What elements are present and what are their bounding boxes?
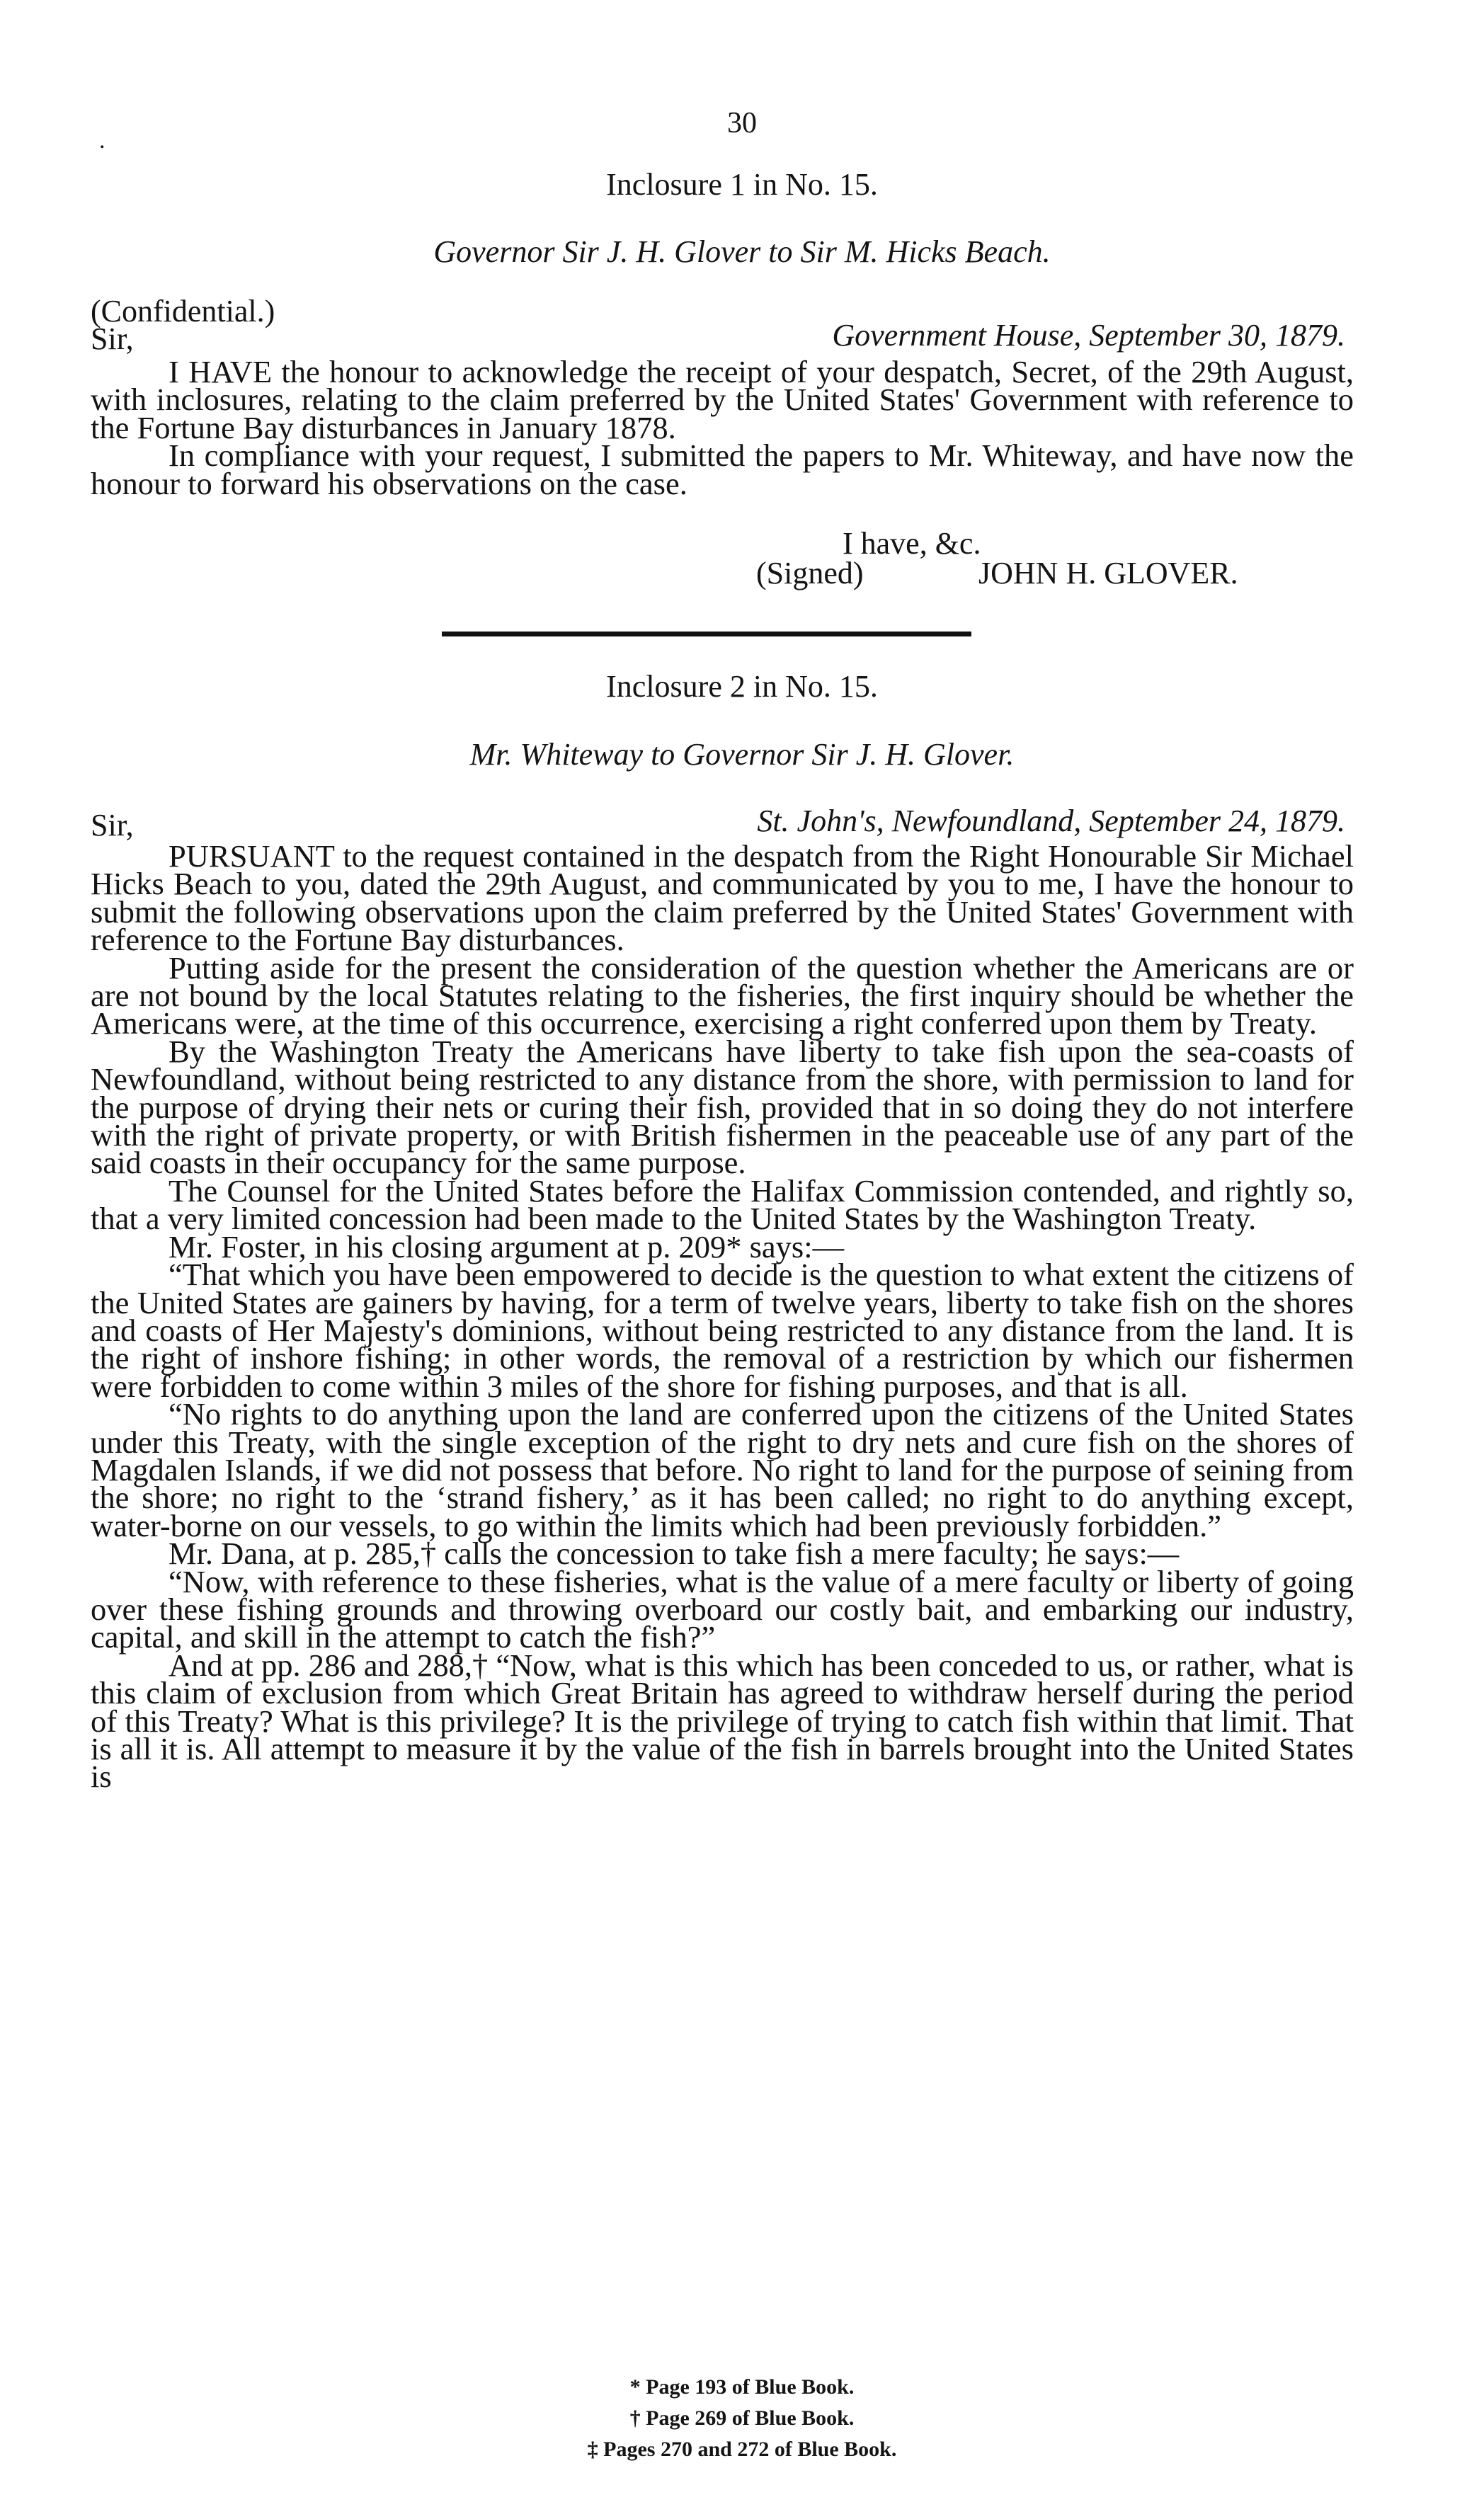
enclosure1-body bbox=[91, 354, 1354, 501]
footnote: † Page 269 of Blue Book. bbox=[629, 2406, 855, 2430]
signatory: JOHN H. GLOVER. bbox=[978, 556, 1238, 590]
enclosure2-subtitle: Mr. Whiteway to Governor Sir J. H. Glover. bbox=[469, 737, 1015, 772]
footnotes bbox=[0, 2372, 1484, 2465]
paragraph: I HAVE the honour to acknowledge the receipt of your despatch, Secret, of the 29th August, with inclosures, relating to the claim preferred by the United States' Government with reference to the Fortune Bay disturbances in January 1878. bbox=[91, 354, 1354, 445]
page-mark: . bbox=[99, 127, 105, 154]
paragraph: PURSUANT to the request contained in the despatch from the Right Honourable Sir Michael Hicks Beach to you, dated the 29th August, and communicated by you to me, I have the honour to submit the following observations upon the claim preferred by the United States' Government with reference to the Fortune Bay disturbances. bbox=[91, 838, 1354, 958]
salutation-2: Sir, bbox=[91, 808, 134, 842]
section-divider bbox=[442, 632, 971, 636]
paragraph: Mr. Foster, in his closing argument at p. 209* says:— bbox=[169, 1228, 845, 1264]
salutation-1: Sir, bbox=[91, 321, 134, 356]
enclosure1-title: Inclosure 1 in No. 15. bbox=[606, 167, 878, 202]
enclosure1-subtitle: Governor Sir J. H. Glover to Sir M. Hicks Beach. bbox=[433, 234, 1051, 269]
enclosure2-body bbox=[91, 838, 1354, 1795]
page-number: 30 bbox=[727, 107, 757, 139]
paragraph: The Counsel for the United States before the Halifax Commission contended, and rightly so, that a very limited concession had been made to the United States by the Washington Treaty. bbox=[91, 1172, 1354, 1237]
paragraph: In compliance with your request, I submitted the papers to Mr. Whiteway, and have now the honour to forward his observations on the case. bbox=[91, 438, 1354, 501]
dateline-1: Government House, September 30, 1879. bbox=[832, 318, 1345, 353]
quote-paragraph: “Now, with reference to these fisheries, what is the value of a mere faculty or liberty of going over these fishing grounds and throwing overboard our costly bait, and embarking our industry, capital, and skill in the attempt to catch the fish?” bbox=[91, 1563, 1354, 1655]
closing: I have, &c. bbox=[843, 526, 981, 561]
signed-label: (Signed) bbox=[756, 556, 864, 590]
quote-paragraph: “That which you have been empowered to decide is the question to what extent the citizens of the United States are gainers by having, for a term of twelve years, liberty to take fish on the shores and coasts of Her Majesty's dominions, without being restricted to any distance from the land. It is the right of inshore fishing; in other words, the removal of a restriction by which our fishermen were forbidden to come within 3 miles of the shore for fishing purposes, and that is all. bbox=[91, 1257, 1354, 1404]
quote-paragraph: “No rights to do anything upon the land are conferred upon the citizens of the United States under this Treaty, with the single exception of the right to dry nets and cure fish on the shores of Magdalen Islands, if we did not possess that before. No right to land for the purpose of seining from the shore; no right to the ‘strand fishery,’ as it has been called; no right to do anything except, water-borne on our vessels, to go within the limits which had been previously forbidden.” bbox=[91, 1396, 1354, 1543]
footnote: * Page 193 of Blue Book. bbox=[629, 2375, 855, 2399]
paragraph: And at pp. 286 and 288,† “Now, what is this which has been conceded to us, or rather, what is this claim of exclusion from which Great Britain has agreed to withdraw herself during the period of this Treaty? What is this privilege? It is the privilege of trying to catch fish within that limit. That is all it is. All attempt to measure it by the value of the fish in barrels brought into the United States is bbox=[91, 1647, 1354, 1795]
classification: (Confidential.) bbox=[91, 294, 275, 329]
footnote: ‡ Pages 270 and 272 of Blue Book. bbox=[587, 2438, 897, 2461]
dateline-2: St. John's, Newfoundland, September 24, 1879. bbox=[757, 804, 1345, 838]
paragraph: Mr. Dana, at p. 285,† calls the concession to take fish a mere faculty; he says:— bbox=[169, 1536, 1180, 1572]
paragraph: Putting aside for the present the consideration of the question whether the Americans are or are not bound by the local Statutes relating to the fisheries, the first inquiry should be whether the Americans were, at the time of this occurrence, exercising a right conferred upon them by Treaty. bbox=[91, 949, 1354, 1041]
paragraph: By the Washington Treaty the Americans have liberty to take fish upon the sea-coasts of Newfoundland, without being restricted to any distance from the shore, with permission to land for the purpose of drying their nets or curing their fish, provided that in so doing they do not interfere with the right of private property, or with British fishermen in the peaceable use of any part of the said coasts in their occupancy for the same purpose. bbox=[91, 1033, 1354, 1181]
enclosure2-title: Inclosure 2 in No. 15. bbox=[606, 669, 878, 704]
